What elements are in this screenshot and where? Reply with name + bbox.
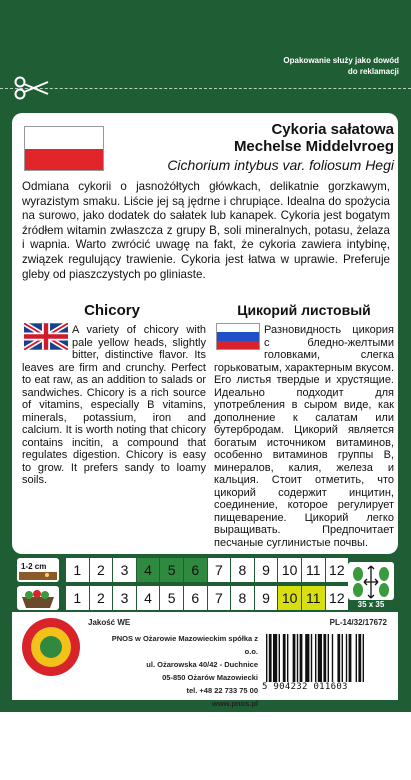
russian-column bbox=[214, 324, 394, 549]
month-cell-2: 2 bbox=[90, 586, 113, 610]
month-cell-10: 10 bbox=[278, 558, 301, 582]
spacing-arrows-icon bbox=[348, 562, 394, 600]
month-cell-4: 4 bbox=[137, 558, 160, 582]
poland-flag-icon bbox=[24, 126, 104, 171]
month-cell-8: 8 bbox=[231, 558, 254, 582]
complaint-note: Opakowanie służy jako dowód do reklamacji bbox=[283, 56, 399, 76]
month-cell-7: 7 bbox=[208, 558, 231, 582]
company-website[interactable]: www.pnos.pl bbox=[212, 699, 258, 708]
sowing-calendar-row bbox=[66, 558, 349, 582]
company-name: PNOS w Ożarowie Mazowieckim spółka z o.o. bbox=[111, 634, 258, 656]
month-cell-6: 6 bbox=[184, 586, 207, 610]
english-column bbox=[22, 324, 206, 487]
pnos-seal-logo bbox=[22, 618, 80, 676]
harvest-calendar-row bbox=[66, 586, 349, 610]
description-english: A variety of chicory with pale yellow heads, slightly bitter, distinctive flavor. Its leaves are firm and crunchy. Perfect to eat raw, as an addition to salads or sandwiches. Chicory is a rich source of vitamins, especially B vitamins, minerals, potassium, iron and calcium. It is worth noting that chicory contains incitin, a compound that regulates digestion. Chicory is easy to grow. It prefers sandy to loamy soils. bbox=[22, 324, 206, 486]
month-cell-9: 9 bbox=[255, 558, 278, 582]
month-cell-8: 8 bbox=[231, 586, 254, 610]
company-street: ul. Ożarowska 40/42 - Duchnice bbox=[146, 660, 258, 669]
month-cell-1: 1 bbox=[66, 586, 89, 610]
month-cell-4: 4 bbox=[137, 586, 160, 610]
harvest-basket-icon bbox=[17, 586, 59, 610]
month-cell-12: 12 bbox=[326, 558, 349, 582]
month-cell-2: 2 bbox=[90, 558, 113, 582]
quality-label: Jakość WE bbox=[88, 618, 131, 627]
plant-spacing-icon bbox=[348, 562, 394, 600]
month-cell-5: 5 bbox=[160, 586, 183, 610]
cut-line bbox=[0, 88, 411, 89]
russian-heading: Цикорий листовый bbox=[237, 302, 371, 318]
month-cell-11: 11 bbox=[302, 586, 325, 610]
month-cell-12: 12 bbox=[326, 586, 349, 610]
month-cell-5: 5 bbox=[160, 558, 183, 582]
month-cell-6: 6 bbox=[184, 558, 207, 582]
producer-code: PL-14/32/17672 bbox=[329, 618, 387, 627]
plant-spacing: 35 x 35 bbox=[357, 600, 385, 609]
company-address bbox=[110, 632, 258, 710]
description-russian: Разновидность цикория с бледно-желтыми головками, слегка горьковатым, характерным вкусом. Его листья твердые и хрустящие. Идеально подходит для употребления в сыром виде, как дополнение к салатам или бутербродам. Цикорий является богатым источником витаминов, особенно витаминов группы B, минералов, калия, железа и кальция. Стоит отметить, что цикорий содержит инцитин, соединение, которое регулирует пищеварение. Цикорий легко выращивать. Предпочитает песчаные суглинистые почвы. bbox=[214, 324, 394, 549]
latin-name: Cichorium intybus var. foliosum Hegi bbox=[167, 157, 394, 173]
month-cell-9: 9 bbox=[255, 586, 278, 610]
sowing-depth-label: 1-2 cm bbox=[21, 562, 47, 571]
month-cell-3: 3 bbox=[113, 558, 136, 582]
basket-icon bbox=[17, 586, 59, 610]
month-cell-3: 3 bbox=[113, 586, 136, 610]
barcode-number: 5 904232 011603 bbox=[262, 682, 348, 692]
product-title bbox=[110, 121, 394, 155]
company-city: 05-850 Ożarów Mazowiecki bbox=[162, 673, 258, 682]
product-title-line2: Mechelse Middelvroeg bbox=[233, 138, 394, 155]
scissors-icon bbox=[14, 76, 50, 100]
month-cell-7: 7 bbox=[208, 586, 231, 610]
seed-depth-icon bbox=[17, 558, 59, 582]
product-title-line1: Cykoria sałatowa bbox=[271, 121, 394, 138]
month-cell-10: 10 bbox=[278, 586, 301, 610]
description-polish: Odmiana cykorii o jasnożółtych główkach, delikatnie gorzkawym, wyrazistym smaku. Liście jej są jędrne i chrupiące. Idealna do spożycia na surowo, jako dodatek do sałatek lub kanapek. Cykoria jest bogatym źródłem witamin zwłaszcza z grupy B, soli mineralnych, potasu, żelaza i wapnia. Warto zwrócić uwagę na fakt, że cykoria zawiera intybinę, związek regulujący trawienie. Cykoria jest łatwa w uprawie. Preferuje gleby od piaszczystych po gliniaste. bbox=[22, 180, 390, 281]
english-heading: Chicory bbox=[84, 302, 140, 319]
sowing-depth-icon bbox=[17, 558, 59, 582]
company-phone: tel. +48 22 733 75 00 bbox=[186, 686, 258, 695]
month-cell-1: 1 bbox=[66, 558, 89, 582]
barcode bbox=[264, 634, 392, 682]
month-cell-11: 11 bbox=[302, 558, 325, 582]
